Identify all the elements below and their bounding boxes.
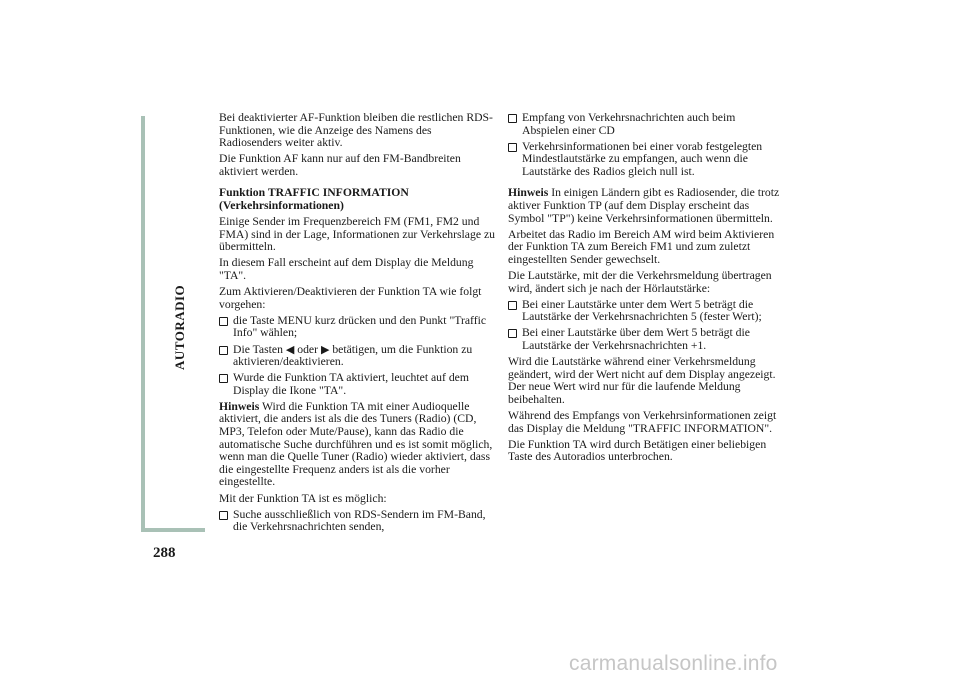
paragraph: Bei deaktivierter AF-Funktion bleiben die restlichen RDS-Funktionen, wie die Anzeige des Namens des Radiosenders weiter aktiv. [219,111,493,150]
section-heading: Funktion TRAFFIC INFORMATION (Verkehrsinformationen) [219,186,409,213]
left-column [219,112,495,537]
note-label: Hinweis [219,399,260,413]
right-column [508,112,784,467]
note-paragraph: Hinweis Wird die Funktion TA mit einer Audioquelle aktiviert, die anders ist als die des Tuners (Radio) (CD, MP3, Telefon oder Mute/Pause), kann das Radio die automatische Suche durchführen und es ist somit möglich, wenn man die Quelle Tuner (Radio) wieder aktiviert, dass die eingestellte Frequenz anders ist als die vorher eingestellte. [219,399,493,489]
left-arrow-icon: ◀ [285,343,295,356]
bullet-item: Suche ausschließlich von RDS-Sendern im FM-Band, die Verkehrsnachrichten senden, [219,509,495,534]
checkbox-bullet-icon [219,346,228,355]
bullet-item: Die Tasten ◀ oder ▶ betätigen, um die Funktion zu aktivieren/deaktivieren. [219,344,495,369]
note-label: Hinweis [508,186,549,200]
checkbox-bullet-icon [508,301,517,310]
bullet-item: Bei einer Lautstärke unter dem Wert 5 beträgt die Lautstärke der Verkehrsnachrichten 5 (fester Wert); [508,299,784,324]
bullet-item: die Taste MENU kurz drücken und den Punkt "Traffic Info" wählen; [219,315,495,340]
checkbox-bullet-icon [508,143,517,152]
margin-rule-vertical [141,116,145,528]
checkbox-bullet-icon [508,114,517,123]
bullet-item: Bei einer Lautstärke über dem Wert 5 beträgt die Lautstärke der Verkehrsnachrichten +1. [508,327,784,352]
paragraph: Arbeitet das Radio im Bereich AM wird beim Aktivieren der Funktion TA zum Bereich FM1 und zum zuletzt eingestellten Sender gewechselt. [508,227,775,266]
paragraph: Die Funktion TA wird durch Betätigen einer beliebigen Taste des Autoradios unterbrochen. [508,437,767,464]
bullet-item: Verkehrsinformationen bei einer vorab festgelegten Mindestlautstärke zu empfangen, auch wenn die Lautstärke des Radios gleich null ist. [508,141,784,179]
checkbox-bullet-icon [219,374,228,383]
paragraph: In diesem Fall erscheint auf dem Display die Meldung "TA". [219,256,474,283]
bullet-item: Empfang von Verkehrsnachrichten auch beim Abspielen einer CD [508,112,784,137]
page-number: 288 [153,545,176,561]
checkbox-bullet-icon [508,329,517,338]
right-arrow-icon: ▶ [320,343,330,356]
paragraph: Die Lautstärke, mit der die Verkehrsmeldung übertragen wird, ändert sich je nach der Hörlautstärke: [508,269,772,295]
paragraph: Zum Aktivieren/Deaktivieren der Funktion TA wie folgt vorgehen: [219,285,482,311]
paragraph: Wird die Lautstärke während einer Verkehrsmeldung geändert, wird der Wert nicht auf dem Display angezeigt. Der neue Wert wird nur für die laufende Meldung beibehalten. [508,355,776,406]
watermark: carmanualsonline.info [569,652,778,675]
paragraph: Einige Sender im Frequenzbereich FM (FM1, FM2 und FMA) sind in der Lage, Informationen zur Verkehrslage zu übermitteln. [219,215,495,254]
bullet-item: Wurde die Funktion TA aktiviert, leuchtet auf dem Display die Ikone "TA". [219,372,495,397]
margin-rule-horizontal [141,528,205,532]
paragraph: Die Funktion AF kann nur auf den FM-Bandbreiten aktiviert werden. [219,152,461,178]
paragraph: Mit der Funktion TA ist es möglich: [219,491,387,505]
note-paragraph: Hinweis In einigen Ländern gibt es Radiosender, die trotz aktiver Funktion TP (auf dem Display erscheint das Symbol "TP") keine Verkehrsinformationen übermitteln. [508,186,780,225]
paragraph: Während des Empfangs von Verkehrsinformationen zeigt das Display die Meldung "TRAFFIC INFORMATION". [508,408,777,435]
section-label: AUTORADIO [172,284,187,370]
checkbox-bullet-icon [219,317,228,326]
checkbox-bullet-icon [219,511,228,520]
